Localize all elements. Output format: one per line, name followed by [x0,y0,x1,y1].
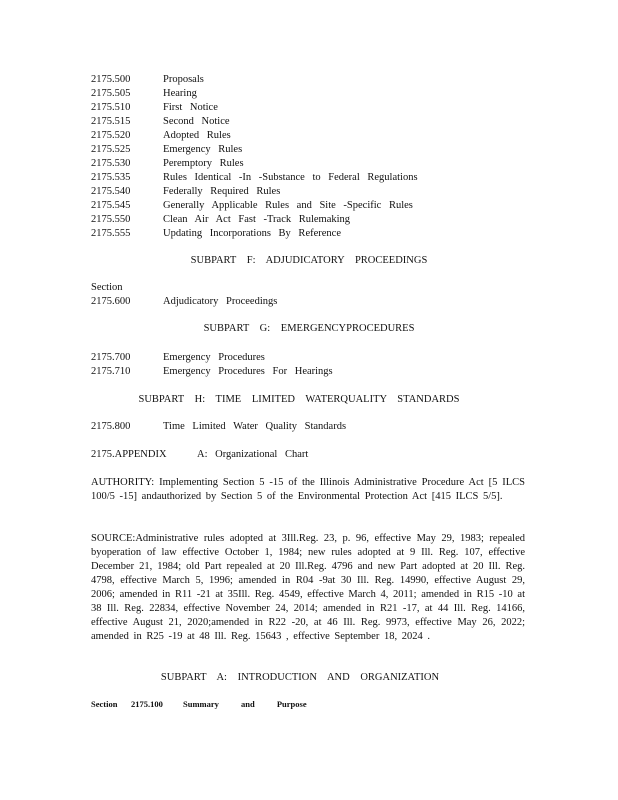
section-title: Updating Incorporations By Reference [163,228,341,239]
section-number: 2175.555 [91,228,131,239]
toc-entry [91,365,333,379]
section-title: Second Notice [163,116,230,127]
toc-entry [91,87,418,101]
toc-subpart-g [91,351,333,379]
appendix-number: 2175.APPENDIX [91,449,167,460]
toc-entry [91,129,418,143]
section-number: 2175.510 [91,102,131,113]
section-number: 2175.700 [91,352,131,363]
toc-entry [91,143,418,157]
section-number: 2175.520 [91,130,131,141]
section-number: 2175.540 [91,186,131,197]
source-paragraph: SOURCE:Administrative rules adopted at 3Ill.Reg. 23, p. 96, effective May 29, 1983; repealed byoperation of law effective October 1, 1984; new rules adopted at 9 Ill. Reg. 107, effective December 21, 1984; old Part repealed at 20 Ill.Reg. 4796 and new Part adopted at 20 Ill. Reg. 4798, effective March 5, 1996; amended in R04 -9at 30 Ill. Reg. 14990, effective August 29, 2006; amended in R11 -21 at 35Ill. Reg. 4549, effective March 4, 2011; amended in R15 -10 at 38 Ill. Reg. 22834, effective November 24, 2014; amended in R21 -17, at 44 Ill. Reg. 14166, effective August 21, 2020;amended in R22 -20, at 46 Ill. Reg. 9973, effective May 26, 2022; amended in R25 -19 at 48 Ill. Reg. 15643 , effective September 18, 2024 . [91,533,525,642]
section-title: Adjudicatory Proceedings [163,296,278,307]
toc-entry [91,213,418,227]
subpart-h-heading: SUBPART H: TIME LIMITED WATERQUALITY STANDARDS [138,394,460,405]
toc-entry [91,351,333,365]
section-title: Hearing [163,88,197,99]
toc-entry [91,101,418,115]
section-number: 2175.505 [91,88,131,99]
section-title: Adopted Rules [163,130,231,141]
section-title: Federally Required Rules [163,186,281,197]
section-heading-title: Summary and Purpose [183,699,307,709]
toc-entry [91,157,418,171]
section-label: Section [91,282,123,293]
toc-entry [91,185,418,199]
section-number: 2175.500 [91,74,131,85]
section-number: 2175.600 [91,296,131,307]
authority-paragraph: AUTHORITY: Implementing Section 5 -15 of the Illinois Administrative Procedure Act [5 ILCS 100/5 -15] andauthorized by Section 5 of the Environmental Protection Act [415 ILCS 5/5]. [91,477,525,502]
subpart-a-heading: SUBPART A: INTRODUCTION AND ORGANIZATION [160,672,440,683]
section-title: Generally Applicable Rules and Site -Specific Rules [163,200,413,211]
appendix-entry [91,448,308,462]
appendix-title: A: Organizational Chart [197,449,309,460]
subpart-f-heading: SUBPART F: ADJUDICATORY PROCEEDINGS [190,255,428,266]
section-number: 2175.545 [91,200,131,211]
toc-entry [91,171,418,185]
toc-entry [91,73,418,87]
section-title: Clean Air Act Fast -Track Rulemaking [163,214,351,225]
section-title: Emergency Procedures For Hearings [163,366,333,377]
section-title: Emergency Procedures [163,352,265,363]
toc-subpart-e [91,73,418,241]
toc-entry [91,199,418,213]
section-title: Time Limited Water Quality Standards [163,421,347,432]
section-heading-number: 2175.100 [131,699,163,709]
section-title: Rules Identical -In -Substance to Federal Regulations [163,172,418,183]
section-title: Proposals [163,74,204,85]
section-heading-label: Section [91,699,118,709]
section-title: Peremptory Rules [163,158,244,169]
section-heading [91,699,307,709]
section-number: 2175.530 [91,158,131,169]
subpart-g-heading: SUBPART G: EMERGENCYPROCEDURES [203,323,415,334]
section-number: 2175.550 [91,214,131,225]
section-title: First Notice [163,102,218,113]
toc-entry [91,115,418,129]
section-number: 2175.515 [91,116,131,127]
section-number: 2175.535 [91,172,131,183]
section-number: 2175.800 [91,421,131,432]
toc-entry [91,420,346,434]
section-title: Emergency Rules [163,144,243,155]
toc-entry [91,227,418,241]
toc-entry [91,295,277,309]
section-number: 2175.710 [91,366,131,377]
section-number: 2175.525 [91,144,131,155]
